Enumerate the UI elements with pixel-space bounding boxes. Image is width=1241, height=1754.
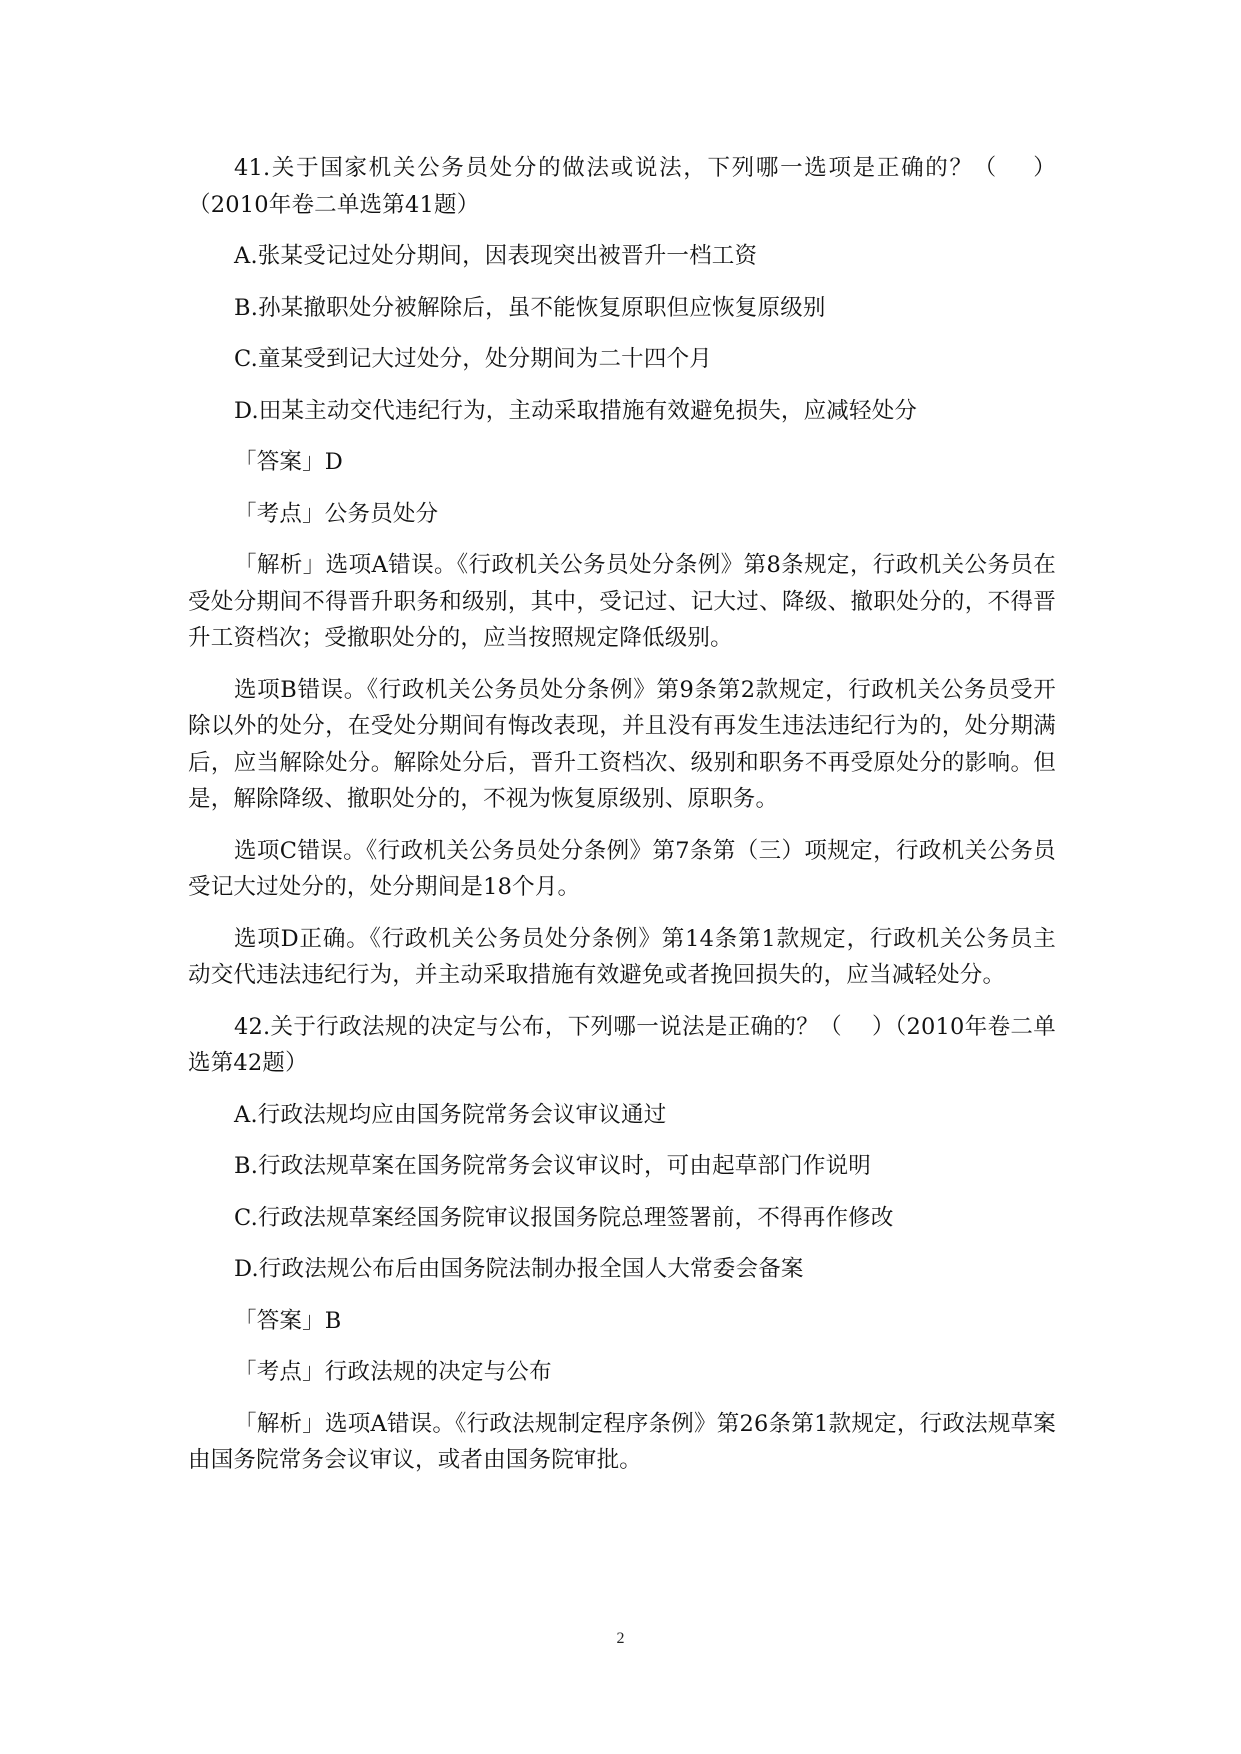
document-body — [188, 150, 1056, 1494]
option-41-c: C.童某受到记大过处分，处分期间为二十四个月 — [234, 346, 712, 372]
analysis-41-a: 「解析」选项A错误。《行政机关公务员处分条例》第8条规定，行政机关公务员在受处分期间不得晋升职务和级别，其中，受记过、记大过、降级、撤职处分的，不得晋升工资档次；受撤职处分的，应当按照规定降低级别。 — [188, 552, 1056, 651]
option-42-a: A.行政法规均应由国务院常务会议审议通过 — [234, 1101, 667, 1128]
option-42-b: B.行政法规草案在国务院常务会议审议时，可由起草部门作说明 — [234, 1153, 871, 1179]
option-41-a: A.张某受记过处分期间，因表现突出被晋升一档工资 — [234, 243, 758, 269]
option-41-d: D.田某主动交代违纪行为，主动采取措施有效避免损失，应减轻处分 — [234, 397, 918, 424]
answer-42: 「答案」B — [234, 1307, 342, 1334]
analysis-41-b: 选项B错误。《行政机关公务员处分条例》第9条第2款规定，行政机关公务员受开除以外的处分，在受处分期间有悔改表现，并且没有再发生违法违纪行为的，处分期满后，应当解除处分。解除处分后，晋升工资档次、级别和职务不再受原处分的影响。但是，解除降级、撤职处分的，不视为恢复原级别、原职务。 — [188, 676, 1056, 812]
option-41-b: B.孙某撤职处分被解除后，虽不能恢复原职但应恢复原级别 — [234, 294, 826, 321]
page-number: 2 — [616, 1630, 625, 1647]
analysis-41-c: 选项C错误。《行政机关公务员处分条例》第7条第（三）项规定，行政机关公务员受记大过处分的，处分期间是18个月。 — [188, 837, 1056, 900]
analysis-41-d: 选项D正确。《行政机关公务员处分条例》第14条第1款规定，行政机关公务员主动交代违法违纪行为，并主动采取措施有效避免或者挽回损失的，应当减轻处分。 — [188, 925, 1056, 988]
option-42-c: C.行政法规草案经国务院审议报国务院总理签署前，不得再作修改 — [234, 1204, 894, 1231]
analysis-42-a: 「解析」选项A错误。《行政法规制定程序条例》第26条第1款规定，行政法规草案由国务院常务会议审议，或者由国务院审批。 — [188, 1410, 1056, 1473]
topic-41: 「考点」公务员处分 — [234, 500, 439, 527]
question-42: 42.关于行政法规的决定与公布，下列哪一说法是正确的？（ ）（2010年卷二单选第42题） — [188, 1013, 1056, 1076]
option-42-d: D.行政法规公布后由国务院法制办报全国人大常委会备案 — [234, 1256, 804, 1282]
answer-41: 「答案」D — [234, 449, 344, 475]
topic-42: 「考点」行政法规的决定与公布 — [234, 1359, 552, 1385]
question-41: 41.关于国家机关公务员处分的做法或说法，下列哪一选项是正确的？（ ）（2010年卷二单选第41题） — [188, 155, 1056, 218]
